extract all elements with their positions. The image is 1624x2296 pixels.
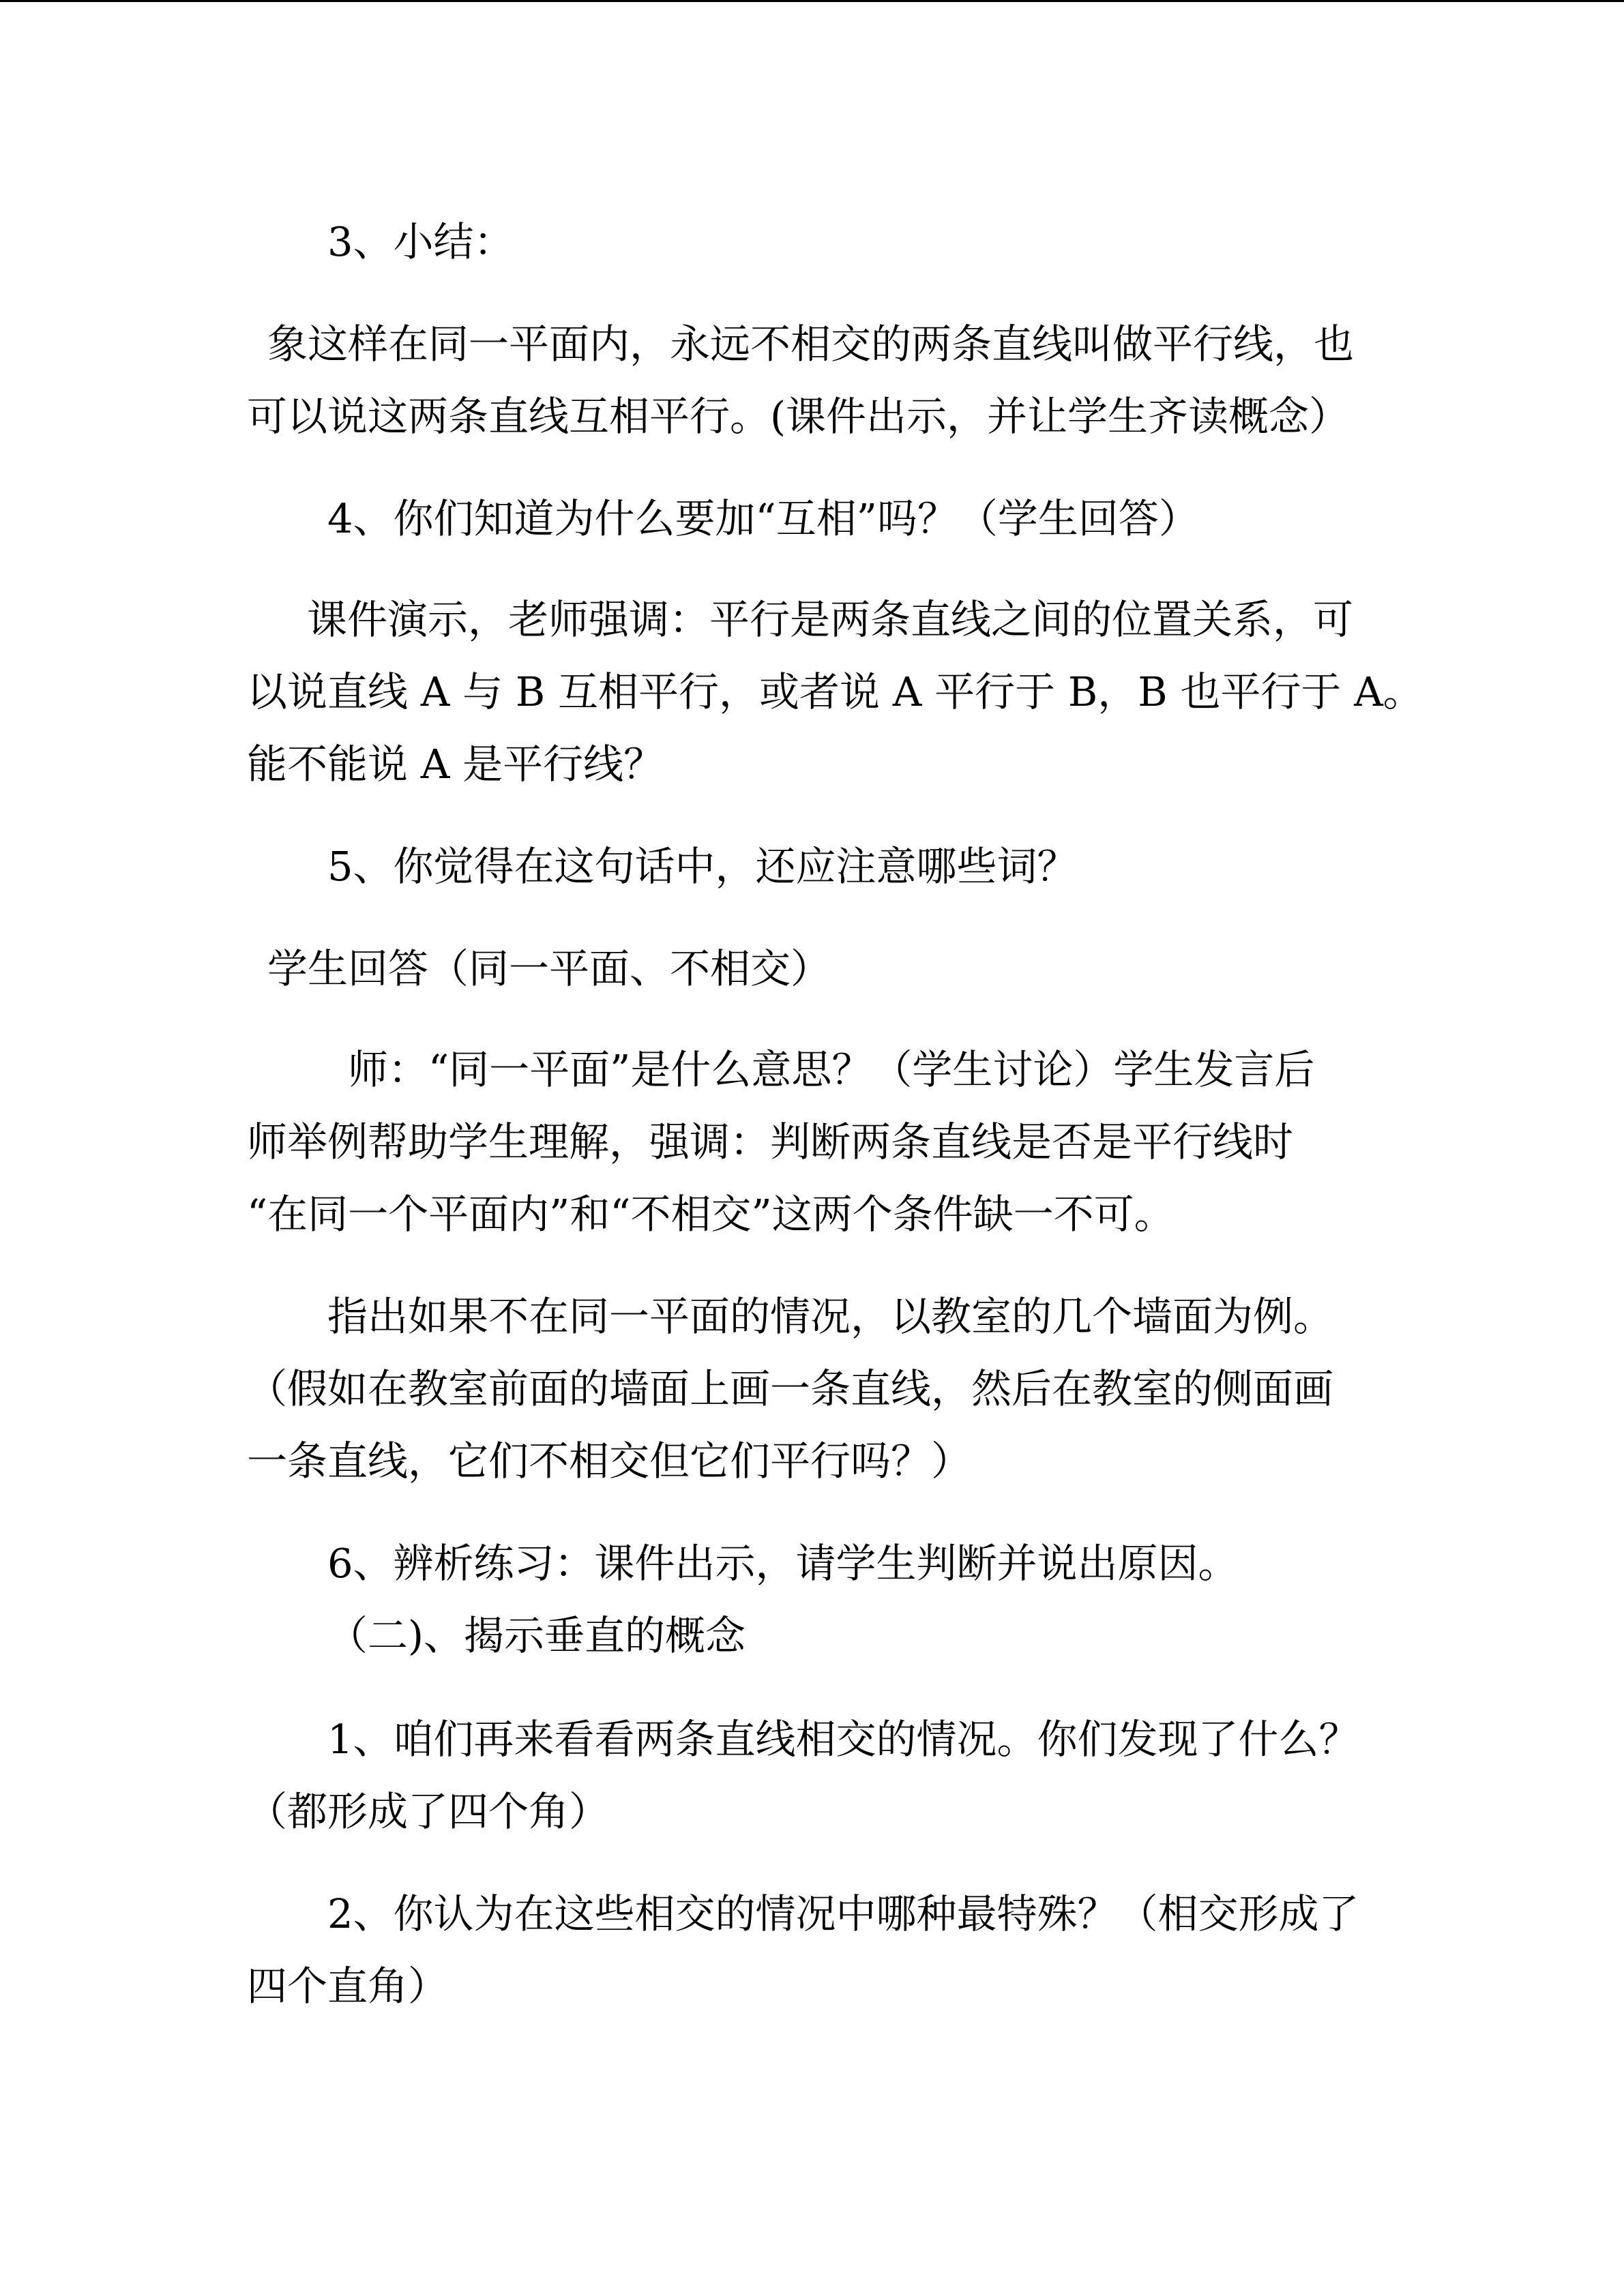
text-line: 指出如果不在同一平面的情况，以教室的几个墙面为例。: [327, 1293, 1334, 1340]
text-line: 象这样在同一平面内，永远不相交的两条直线叫做平行线，也: [267, 320, 1355, 368]
text-line: （假如在教室前面的墙面上画一条直线，然后在教室的侧面画: [247, 1365, 1334, 1412]
section-heading: （二)、揭示垂直的概念: [327, 1612, 746, 1659]
text-line: 以说直线 A 与 B 互相平行，或者说 A 平行于 B，B 也平行于 A。: [247, 668, 1423, 715]
text-line-summary-heading: 3、小结：: [327, 218, 514, 265]
text-line: （都形成了四个角）: [247, 1788, 610, 1835]
text-line: 学生回答（同一平面、不相交）: [267, 945, 831, 992]
text-line: 2、你认为在这些相交的情况中哪种最特殊？（相交形成了: [327, 1890, 1359, 1937]
text-line: 师举例帮助学生理解，强调：判断两条直线是否是平行线时: [247, 1118, 1294, 1165]
text-line: 能不能说 A 是平行线？: [247, 741, 664, 788]
text-line: 5、你觉得在这句话中，还应注意哪些词？: [327, 843, 1078, 890]
text-line: 课件演示，老师强调：平行是两条直线之间的位置关系，可: [307, 596, 1354, 643]
text-line: 一条直线，它们不相交但它们平行吗？）: [247, 1437, 972, 1485]
text-line: 6、辨析练习：课件出示，请学生判断并说出原因。: [327, 1540, 1239, 1587]
text-line: “在同一个平面内”和“不相交”这两个条件缺一不可。: [247, 1191, 1175, 1238]
text-line: 4、你们知道为什么要加“互相”吗？（学生回答）: [327, 495, 1199, 542]
text-line: 可以说这两条直线互相平行。(课件出示，并让学生齐读概念）: [247, 393, 1350, 440]
text-line: 师：“同一平面”是什么意思？（学生讨论）学生发言后: [348, 1046, 1315, 1093]
text-line: 四个直角）: [247, 1963, 449, 2010]
text-line: 1、咱们再来看看两条直线相交的情况。你们发现了什么？: [327, 1716, 1359, 1763]
